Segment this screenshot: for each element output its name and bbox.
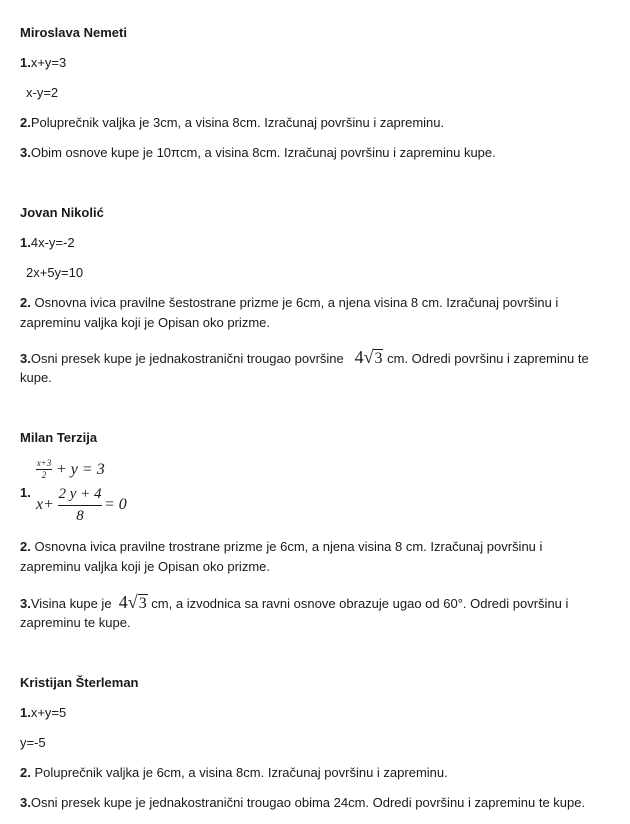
task-text: Poluprečnik valjka je 3cm, a visina 8cm. Izračunaj površinu i zapreminu. bbox=[30, 115, 445, 130]
task-number: 2. bbox=[20, 115, 31, 130]
task-3 bbox=[20, 594, 568, 612]
formula-radicand: 3 bbox=[138, 595, 147, 612]
task-3 bbox=[20, 795, 585, 811]
student-name: Miroslava Nemeti bbox=[20, 25, 127, 40]
formula-coefficient: 4 bbox=[354, 347, 364, 367]
student-name: Kristijan Šterleman bbox=[20, 675, 139, 690]
fraction-denominator: 8 bbox=[76, 508, 84, 524]
fraction-bar bbox=[58, 505, 102, 506]
task-2 bbox=[20, 765, 448, 781]
task-1 bbox=[20, 55, 66, 71]
task-3 bbox=[20, 145, 496, 161]
equation: 2x+5y=10 bbox=[26, 265, 84, 280]
student-name: Milan Terzija bbox=[20, 430, 98, 445]
task-3 bbox=[20, 349, 589, 367]
task-text: Visina kupe je bbox=[30, 596, 112, 611]
equation: x-y=2 bbox=[26, 85, 59, 100]
task-number: 3. bbox=[20, 795, 31, 810]
task-number: 1. bbox=[20, 705, 31, 720]
task-text: kupe. bbox=[20, 370, 52, 385]
task-text: zapreminu valjka koji je Opisan oko prizme. bbox=[20, 559, 270, 574]
task-text: Osni presek kupe je jednakostranični trougao površine bbox=[30, 351, 344, 366]
equation-rest: = 0 bbox=[104, 496, 127, 513]
task-2 bbox=[20, 115, 444, 131]
task-text: Osnovna ivica pravilne šestostrane prizme je 6cm, a njena visina 8 cm. Izračunaj površinu i bbox=[30, 295, 559, 310]
task-text: zapreminu valjka koji je Opisan oko prizme. bbox=[20, 315, 270, 330]
task-number: 2. bbox=[20, 765, 31, 780]
equation-rest: + y = 3 bbox=[56, 461, 105, 478]
task-text: Poluprečnik valjka je 6cm, a visina 8cm. Izračunaj površinu i zapreminu. bbox=[30, 765, 448, 780]
fraction-numerator: x+3 bbox=[36, 458, 52, 468]
task-number: 1. bbox=[20, 485, 31, 500]
fraction-numerator: 2 y + 4 bbox=[58, 486, 102, 502]
task-1 bbox=[20, 235, 75, 251]
student-name: Jovan Nikolić bbox=[20, 205, 104, 220]
equation: x+y=3 bbox=[30, 55, 67, 70]
formula-coefficient: 4 bbox=[118, 592, 128, 612]
task-2 bbox=[20, 539, 542, 555]
equation: x+y=5 bbox=[30, 705, 67, 720]
task-text: zapreminu te kupe. bbox=[20, 615, 131, 630]
task-text: Obim osnove kupe je 10πcm, a visina 8cm. Izračunaj površinu i zapreminu kupe. bbox=[30, 145, 496, 160]
task-text: Osni presek kupe je jednakostranični trougao obima 24cm. Odredi površinu i zapreminu te kupe. bbox=[30, 795, 586, 810]
sqrt-sign: √ bbox=[363, 347, 374, 367]
task-number: 3. bbox=[20, 596, 31, 611]
task-text: cm, a izvodnica sa ravni osnove obrazuje ugao od 60°. Odredi površinu i bbox=[147, 596, 569, 611]
equation: y=-5 bbox=[20, 735, 46, 750]
sqrt-sign: √ bbox=[127, 592, 138, 612]
fraction-denominator: 2 bbox=[41, 470, 47, 480]
task-number: 1. bbox=[20, 235, 31, 250]
task-text: cm. Odredi površinu i zapreminu te bbox=[383, 351, 589, 366]
equation-term: x+ bbox=[36, 496, 54, 513]
task-number: 2. bbox=[20, 539, 31, 554]
task-number: 2. bbox=[20, 295, 31, 310]
task-1 bbox=[20, 705, 66, 721]
task-number: 1. bbox=[20, 55, 31, 70]
equation: 4x-y=-2 bbox=[30, 235, 75, 250]
formula-radicand: 3 bbox=[374, 350, 383, 367]
task-number: 3. bbox=[20, 145, 31, 160]
task-2 bbox=[20, 295, 558, 311]
task-number: 3. bbox=[20, 351, 31, 366]
task-text: Osnovna ivica pravilne trostrane prizme je 6cm, a njena visina 8 cm. Izračunaj površinu i bbox=[30, 539, 543, 554]
